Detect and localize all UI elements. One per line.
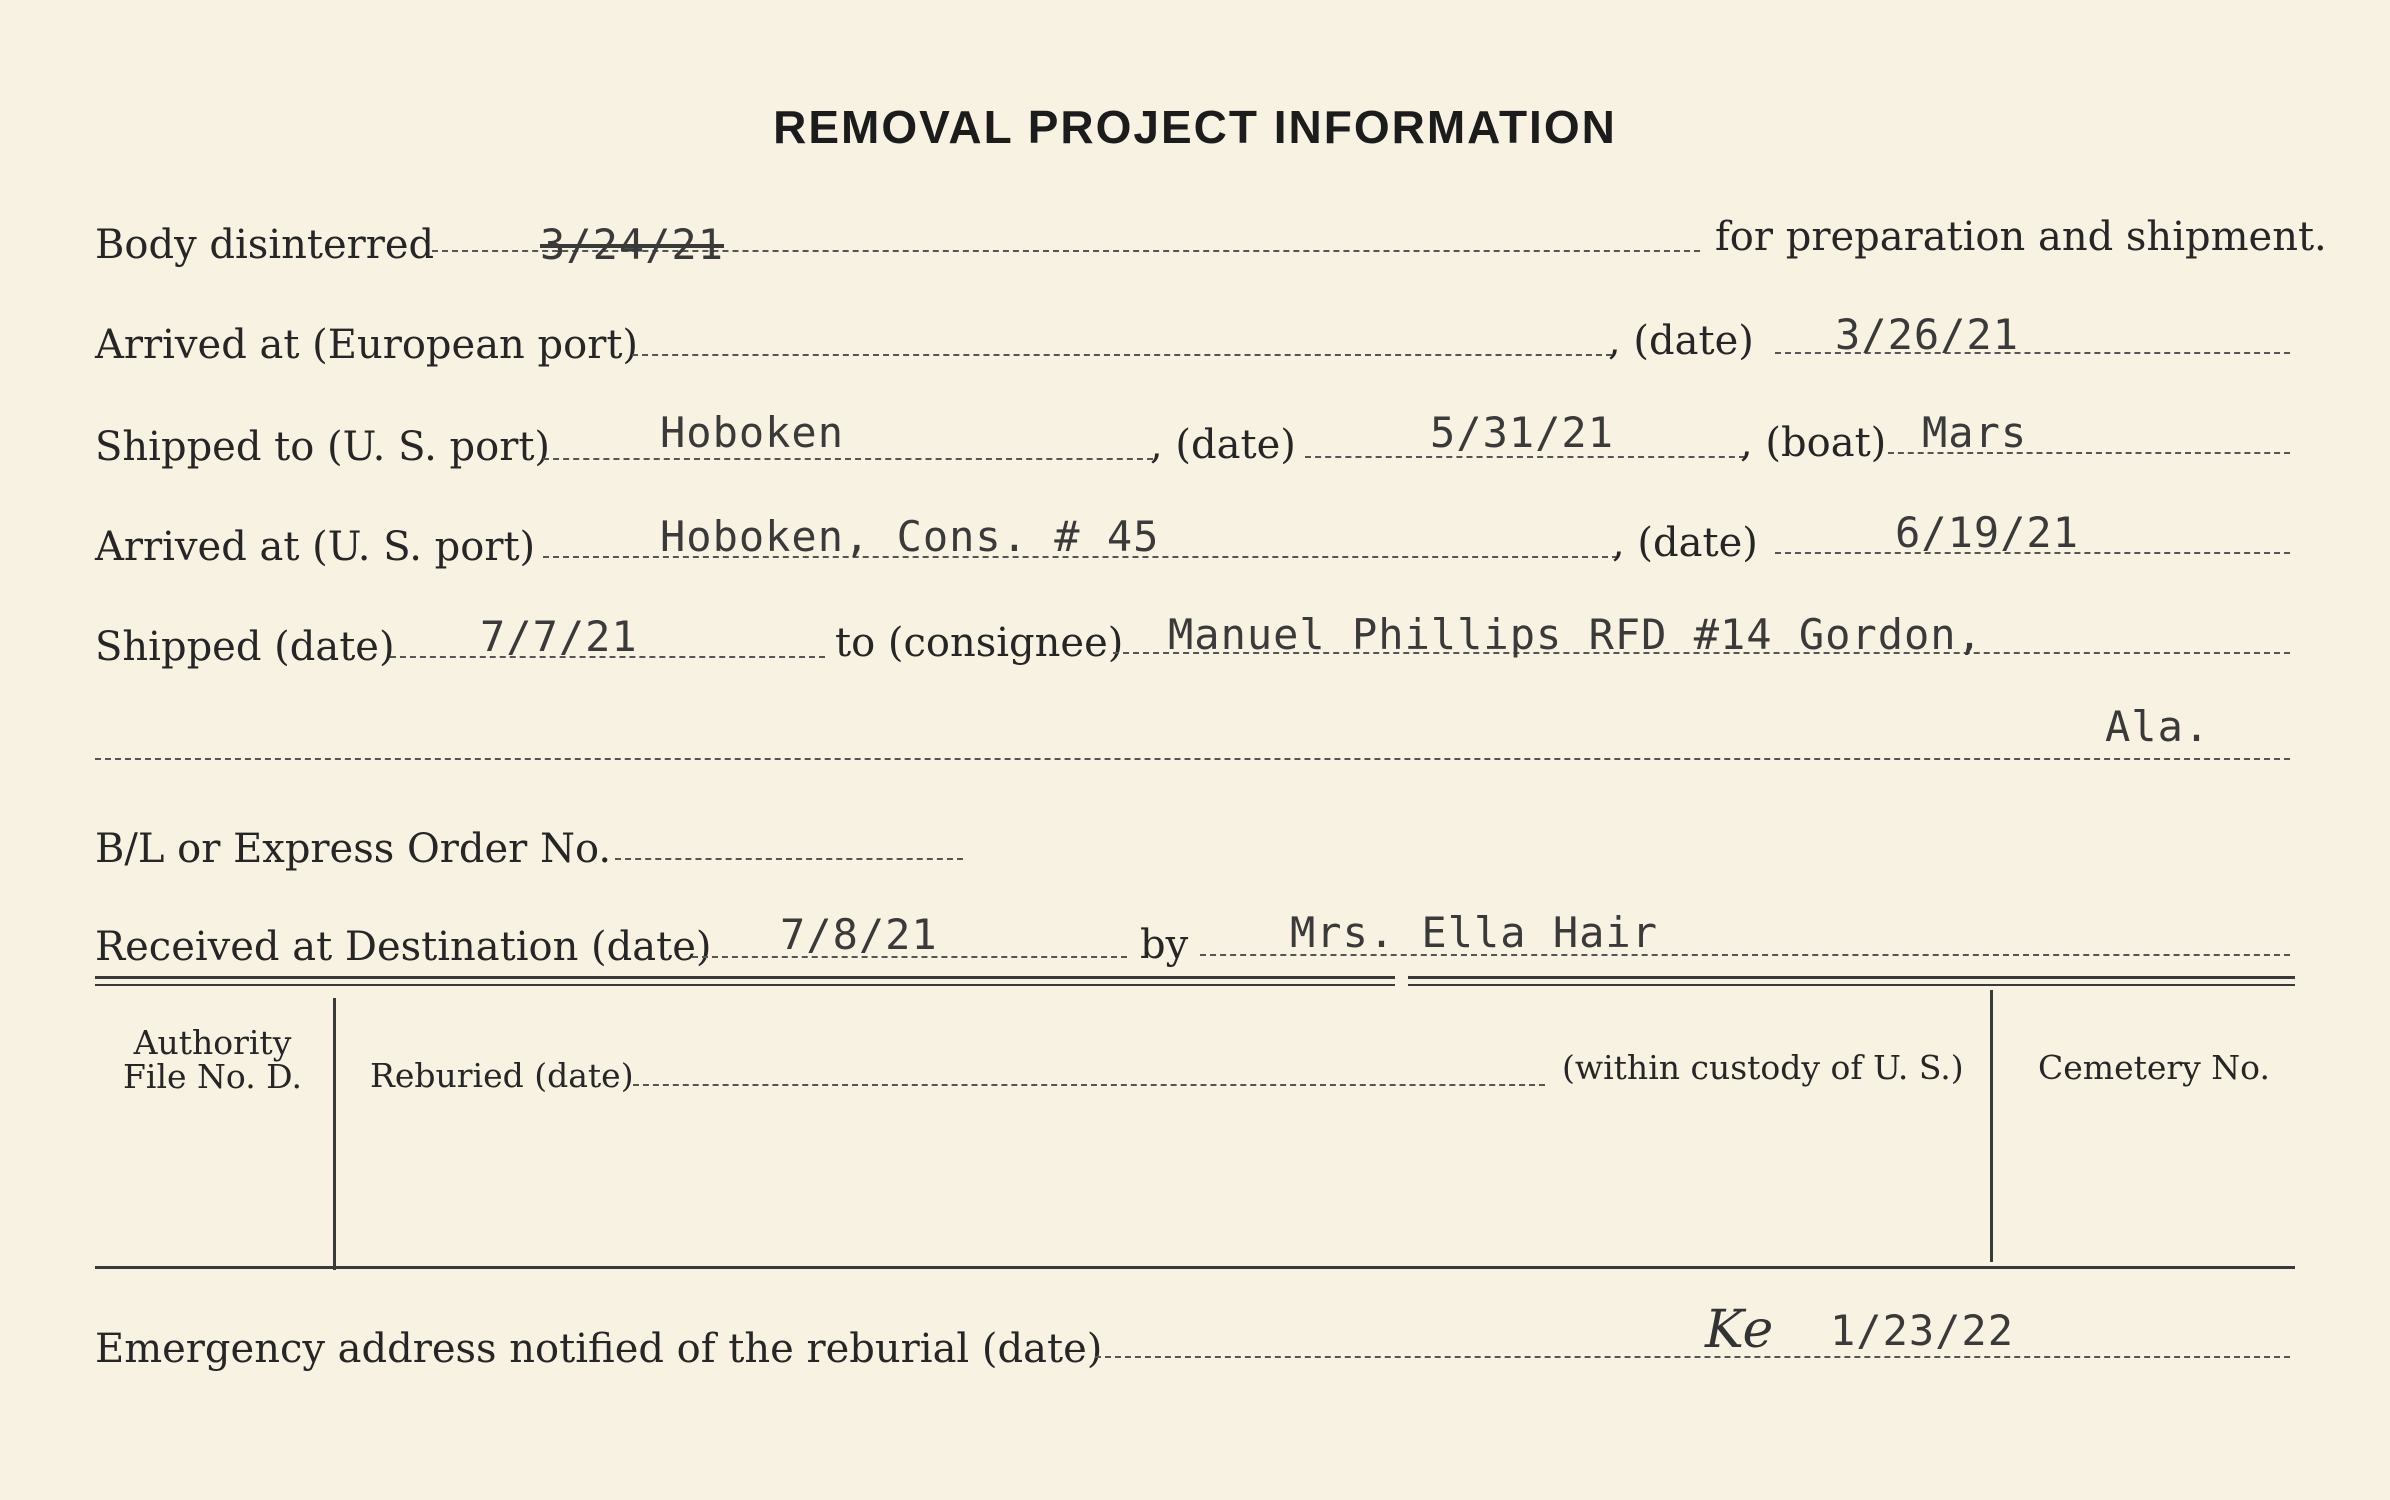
european-port-date: 3/26/21 [1835,310,2020,359]
box-bottom-rule [95,1266,2295,1269]
shipped-us-date: 5/31/21 [1430,408,1615,457]
double-rule-bottom-right [1408,984,2295,986]
box-divider-left [333,998,336,1270]
box-divider-right [1990,990,1993,1262]
european-port-line [632,354,1612,356]
european-port-date-label: , (date) [1608,318,1754,364]
arrived-us-date: 6/19/21 [1895,508,2080,557]
received-by: Mrs. Ella Hair [1290,908,1659,957]
authority-line-1: Authority [133,1023,292,1062]
disinterred-date: 3/24/21 [540,220,725,269]
double-rule-bottom-left [95,984,1395,986]
double-rule-top-left [95,976,1395,979]
consignee-line-2 [95,758,2290,760]
authority-line-2: File No. D. [123,1057,302,1096]
double-rule-top-right [1408,976,2295,979]
shipped-us-label: Shipped to (U. S. port) [95,424,550,470]
emergency-line [1095,1356,2290,1358]
emergency-label: Emergency address notified of the reburial (date) [95,1326,1103,1372]
bl-label: B/L or Express Order No. [95,826,612,872]
reburied-line [633,1084,1545,1086]
shipped-us-port: Hoboken [660,408,845,457]
shipped-us-date-label: , (date) [1150,422,1296,468]
cemetery-label: Cemetery No. [2038,1048,2270,1087]
card-title: REMOVAL PROJECT INFORMATION [773,101,1617,153]
european-port-label: Arrived at (European port) [95,322,639,368]
arrived-us-port: Hoboken, Cons. # 45 [660,512,1160,561]
consignee: Manuel Phillips RFD #14 Gordon, [1168,610,1983,659]
shipped-label: Shipped (date) [95,624,395,670]
received-label: Received at Destination (date) [95,924,712,970]
arrived-us-label: Arrived at (U. S. port) [95,524,536,570]
received-by-label: by [1140,922,1189,968]
authority-cell [95,1023,330,1096]
custody-label: (within custody of U. S.) [1562,1048,1964,1087]
consignee-line2-text: Ala. [2105,702,2211,751]
disinterred-label: Body disinterred [95,222,435,268]
shipped-us-boat: Mars [1922,408,2028,457]
arrived-us-date-label: , (date) [1612,520,1758,566]
disinterred-suffix: for preparation and shipment. [1715,214,2327,260]
consignee-label: to (consignee) [835,620,1124,666]
shipped-us-port-line [543,458,1153,460]
received-date: 7/8/21 [780,910,938,959]
reburied-label: Reburied (date) [370,1056,634,1095]
shipped-date: 7/7/21 [480,612,638,661]
emergency-date: 1/23/22 [1830,1306,2015,1355]
emergency-initials: Ke [1705,1300,1774,1360]
bl-line [615,858,963,860]
shipped-us-boat-label: , (boat) [1740,420,1887,466]
